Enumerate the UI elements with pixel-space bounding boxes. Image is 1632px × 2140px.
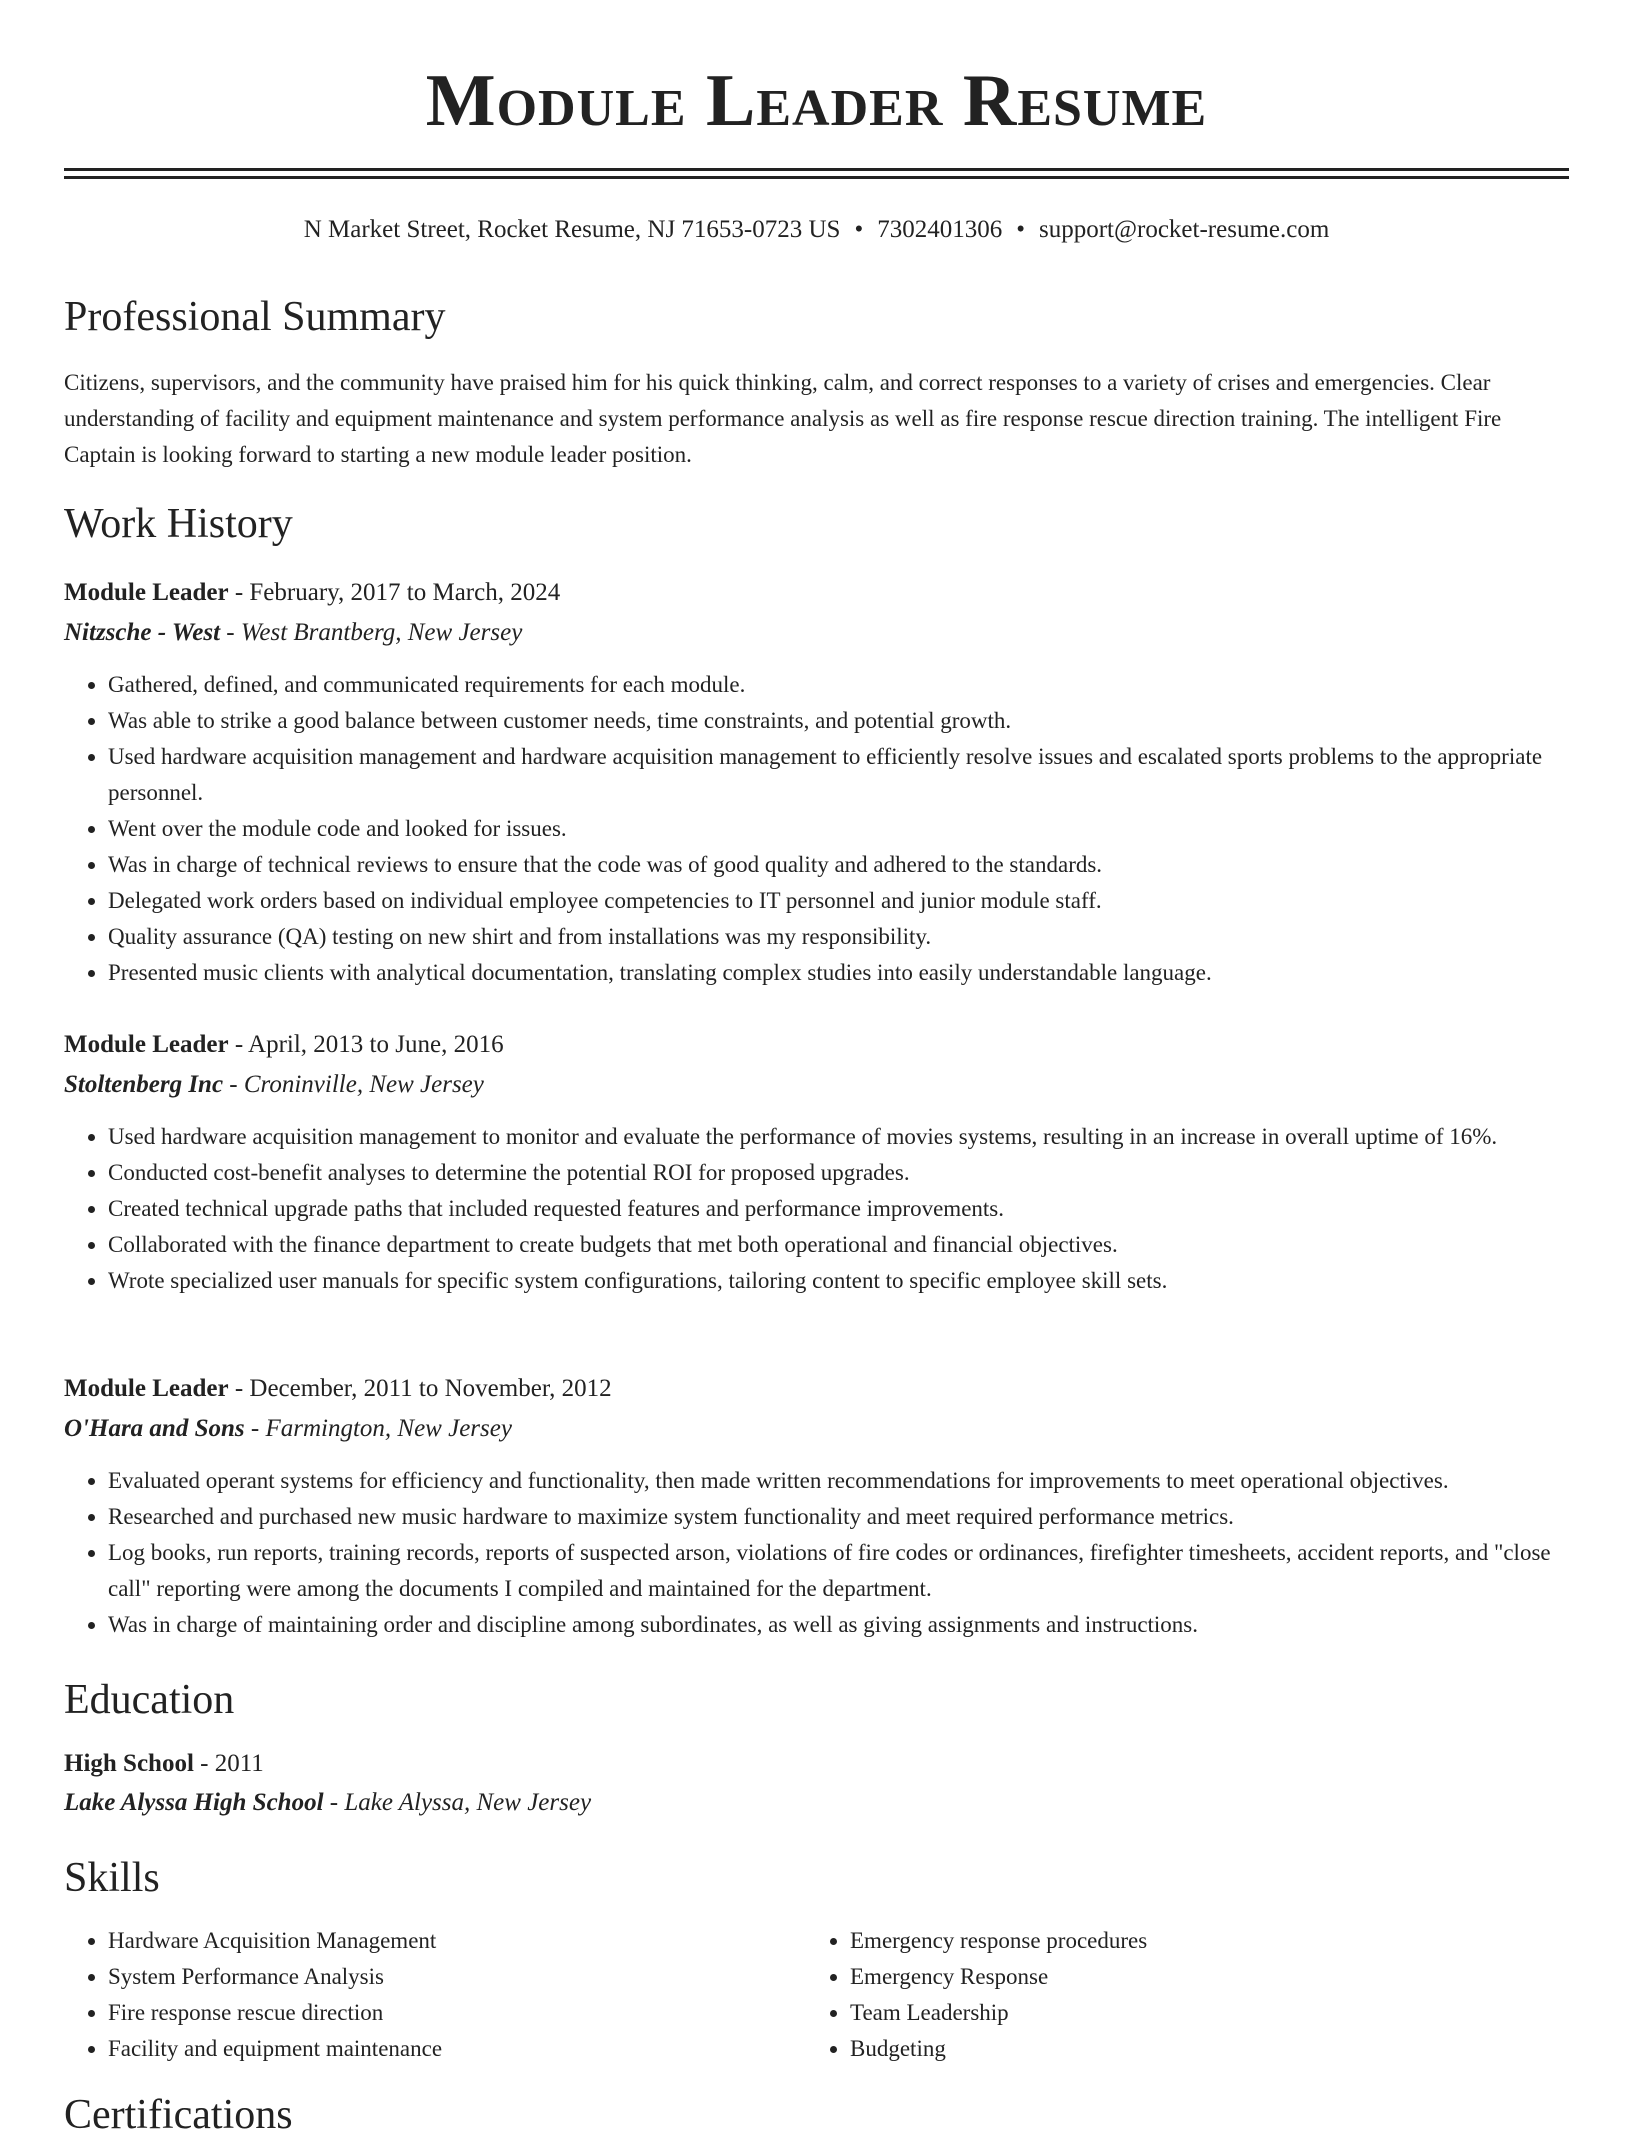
contact-separator: •	[854, 216, 864, 243]
education-degree: High School	[64, 1750, 194, 1777]
work-history-heading: Work History	[64, 501, 293, 547]
job-bullets	[64, 1119, 1569, 1299]
skill-item: • Hardware Acquisition Management	[108, 1923, 808, 1959]
job-company-line	[64, 1411, 512, 1447]
list-item: • Wrote specialized user manuals for specific system configurations, tailoring content to specific employee skill sets.	[108, 1263, 1569, 1299]
contact-email: support@rocket-resume.com	[1038, 216, 1330, 243]
list-item: • Created technical upgrade paths that included requested features and performance improvements.	[108, 1191, 1569, 1227]
list-item: • Conducted cost-benefit analyses to determine the potential ROI for proposed upgrades.	[108, 1155, 1569, 1191]
list-item: • Was in charge of technical reviews to ensure that the code was of good quality and adhered to the standards.	[108, 847, 1569, 883]
list-item: • Presented music clients with analytical documentation, translating complex studies into easily understandable language.	[108, 955, 1569, 991]
job-bullets	[64, 1463, 1569, 1643]
contact-line	[64, 212, 1569, 248]
list-item: • Gathered, defined, and communicated requirements for each module.	[108, 667, 1569, 703]
skill-item: • Budgeting	[850, 2031, 1550, 2067]
job-title: Module Leader	[64, 579, 229, 606]
list-item: • Researched and purchased new music hardware to maximize system functionality and meet required performance metrics.	[108, 1499, 1569, 1535]
education-school-line	[64, 1785, 591, 1821]
skill-item: • Emergency Response	[850, 1959, 1550, 1995]
skill-item: • Fire response rescue direction	[108, 1995, 808, 2031]
job-location: - Farmington, New Jersey	[244, 1415, 512, 1442]
resume-page	[64, 0, 1569, 2138]
job-dates: - February, 2017 to March, 2024	[228, 579, 561, 606]
education-school: Lake Alyssa High School	[64, 1789, 324, 1816]
list-item: • Went over the module code and looked for issues.	[108, 811, 1569, 847]
education-heading: Education	[64, 1677, 235, 1723]
job-company-line	[64, 615, 522, 651]
skill-item: • Team Leadership	[850, 1995, 1550, 2031]
job-location: - West Brantberg, New Jersey	[220, 619, 523, 646]
skill-item: • System Performance Analysis	[108, 1959, 808, 1995]
list-item: • Log books, run reports, training records, reports of suspected arson, violations of fire codes or ordinances, firefighter timesheets, accident reports, and "close call" reporting were among the documents I compiled and maintained for the department.	[108, 1535, 1569, 1607]
summary-heading: Professional Summary	[64, 294, 446, 340]
job-company: Nitzsche - West	[64, 619, 221, 646]
list-item: • Quality assurance (QA) testing on new shirt and from installations was my responsibility.	[108, 919, 1569, 955]
list-item: • Used hardware acquisition management to monitor and evaluate the performance of movies systems, resulting in an increase in overall uptime of 16%.	[108, 1119, 1569, 1155]
job-title: Module Leader	[64, 1375, 229, 1402]
list-item: • Delegated work orders based on individual employee competencies to IT personnel and junior module staff.	[108, 883, 1569, 919]
job-company-line	[64, 1067, 484, 1103]
skills-list-right	[806, 1923, 1550, 2067]
list-item: • Used hardware acquisition management and hardware acquisition management to efficiently resolve issues and escalated sports problems to the appropriate personnel.	[108, 739, 1569, 811]
job-dates: - December, 2011 to November, 2012	[228, 1375, 612, 1402]
job-title-line	[64, 1371, 612, 1407]
certifications-heading: Certifications	[64, 2092, 293, 2138]
skill-item: • Facility and equipment maintenance	[108, 2031, 808, 2067]
education-degree-line	[64, 1746, 264, 1782]
contact-address: N Market Street, Rocket Resume, NJ 71653-0723 US	[303, 216, 841, 243]
education-year: - 2011	[193, 1750, 264, 1777]
job-dates: - April, 2013 to June, 2016	[228, 1031, 504, 1058]
summary-text: Citizens, supervisors, and the community have praised him for his quick thinking, calm, and correct responses to a variety of crises and emergencies. Clear understanding of facility and equipment maintenance and system performance analysis as well as fire response rescue direction training. The intelligent Fire Captain is looking forward to starting a new module leader position.	[64, 370, 1502, 467]
title-divider-thin	[64, 176, 1569, 179]
list-item: • Was able to strike a good balance between customer needs, time constraints, and potential growth.	[108, 703, 1569, 739]
job-location: - Croninville, New Jersey	[223, 1071, 484, 1098]
list-item: • Was in charge of maintaining order and discipline among subordinates, as well as giving assignments and instructions.	[108, 1607, 1569, 1643]
contact-separator: •	[1016, 216, 1025, 243]
title-divider-thick	[64, 168, 1569, 171]
job-title-line	[64, 575, 560, 611]
page-title: Module Leader Resume	[425, 60, 1208, 142]
skills-list-left	[64, 1923, 808, 2067]
skill-item: • Emergency response procedures	[850, 1923, 1550, 1959]
list-item: • Collaborated with the finance department to create budgets that met both operational and financial objectives.	[108, 1227, 1569, 1263]
job-company: O'Hara and Sons	[64, 1415, 245, 1442]
list-item: • Evaluated operant systems for efficiency and functionality, then made written recommendations for improvements to meet operational objectives.	[108, 1463, 1569, 1499]
contact-phone: 7302401306	[877, 216, 1003, 243]
job-title-line	[64, 1027, 504, 1063]
job-bullets	[64, 667, 1569, 991]
job-title: Module Leader	[64, 1031, 229, 1058]
education-location: - Lake Alyssa, New Jersey	[323, 1789, 592, 1816]
skills-heading: Skills	[64, 1855, 160, 1901]
job-company: Stoltenberg Inc	[64, 1071, 224, 1098]
